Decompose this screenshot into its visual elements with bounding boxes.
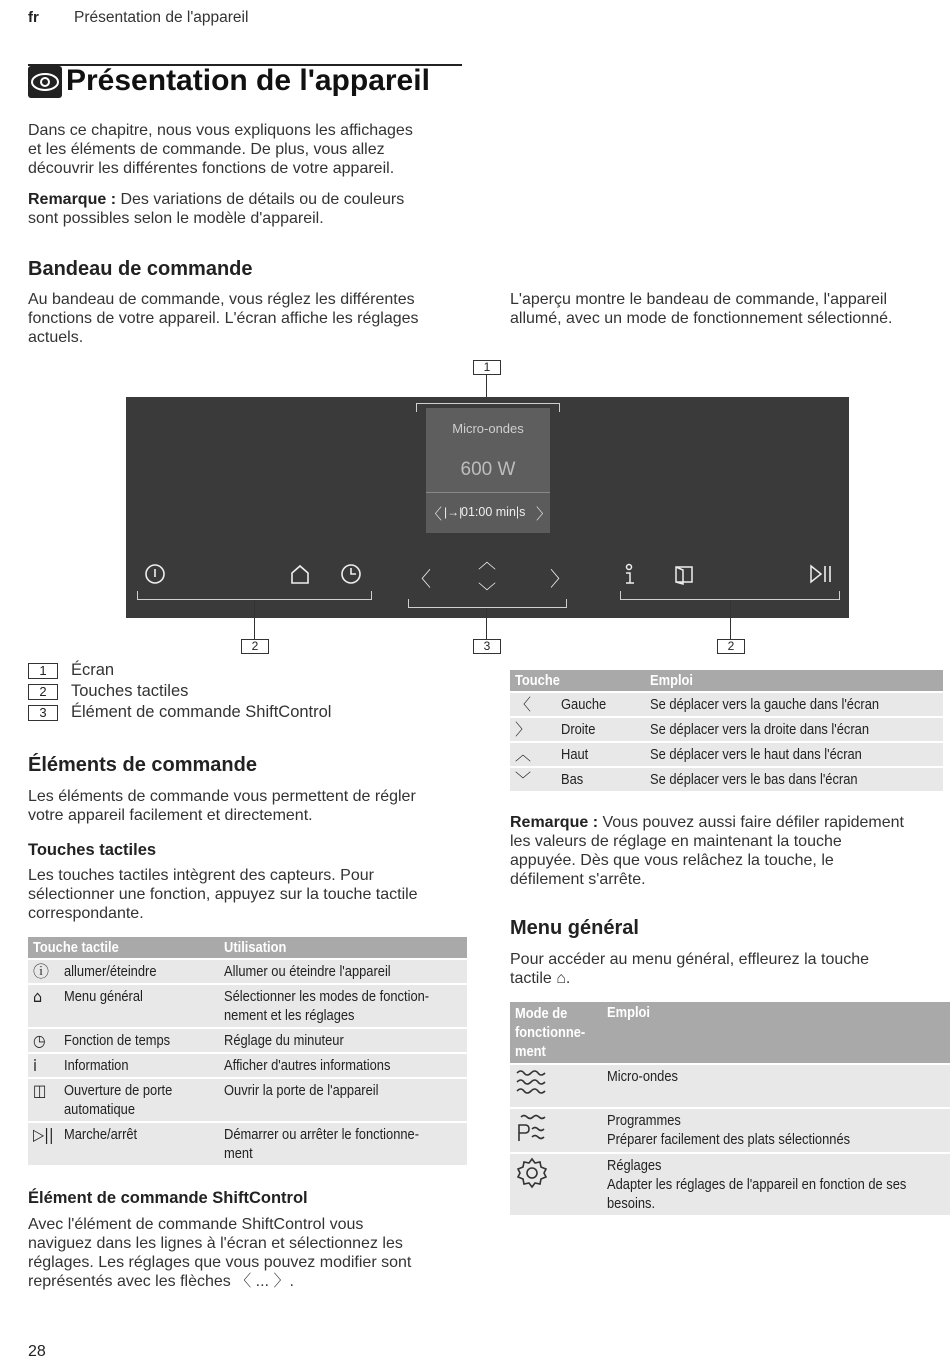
table-row: 〈 Gauche Se déplacer vers la gauche dans l'écran bbox=[510, 692, 943, 717]
table-row: 〉 Droite Se déplacer vers la droite dans l'écran bbox=[510, 717, 943, 742]
table-header: Mode de fonctionne- ment bbox=[510, 1002, 602, 1064]
shiftcontrol-table bbox=[510, 670, 943, 791]
callout-1: 1 bbox=[473, 360, 501, 375]
info-icon[interactable] bbox=[622, 563, 636, 593]
table-row: ▷|| Marche/arrêt Démarrer ou arrêter le fonctionne- ment bbox=[28, 1122, 467, 1165]
table-row: ︿ Haut Se déplacer vers le haut dans l'écran bbox=[510, 742, 943, 767]
callout-3: 3 bbox=[473, 639, 501, 654]
down-arrow-icon[interactable]: ﹀ bbox=[478, 582, 496, 603]
info-icon: i bbox=[28, 1053, 59, 1078]
callout-2-right: 2 bbox=[717, 639, 745, 654]
power-icon: ⓘ bbox=[28, 959, 59, 984]
page-title: Présentation de l'appareil bbox=[66, 64, 430, 97]
callout-line bbox=[730, 600, 731, 639]
legend-label: Touches tactiles bbox=[71, 682, 189, 700]
language-code: fr bbox=[28, 9, 39, 26]
section-heading-elements: Éléments de commande bbox=[28, 754, 257, 776]
running-header-title: Présentation de l'appareil bbox=[74, 9, 249, 26]
display-right-arrow-icon: 〉 bbox=[536, 505, 552, 523]
table-header: Touche bbox=[510, 670, 645, 692]
table-row: ﹀ Bas Se déplacer vers le bas dans l'écran bbox=[510, 767, 943, 791]
display-mode: Micro-ondes bbox=[452, 421, 524, 436]
duration-icon: |→| bbox=[444, 505, 463, 519]
clock-icon[interactable] bbox=[340, 563, 362, 591]
up-arrow-icon: ︿ bbox=[510, 742, 556, 767]
left-arrow-icon[interactable]: 〈 bbox=[411, 567, 431, 591]
shiftcontrol-text: Avec l'élément de commande ShiftControl vous naviguez dans les lignes à l'écran et sélectionnez les réglages. Les réglages que vous pouvez modifier sont représentés avec les flèches 〈 ... 〉. bbox=[28, 1216, 412, 1290]
table-row: ◷ Fonction de temps Réglage du minuteur bbox=[28, 1028, 467, 1053]
table-row: i Information Afficher d'autres informations bbox=[28, 1053, 467, 1078]
gear-icon bbox=[510, 1153, 602, 1215]
legend-number: 2 bbox=[28, 684, 58, 700]
right-arrow-icon[interactable]: 〉 bbox=[550, 567, 570, 591]
section-heading-menu: Menu général bbox=[510, 917, 639, 939]
programs-icon bbox=[510, 1108, 602, 1153]
up-arrow-icon[interactable]: ︿ bbox=[478, 552, 496, 573]
bandeau-right-text: L'aperçu montre le bandeau de commande, l'appareil allumé, avec un mode de fonctionnement sélectionné. bbox=[510, 291, 893, 327]
table-row: ◫ Ouverture de porte automatique Ouvrir la porte de l'appareil bbox=[28, 1078, 467, 1122]
table-header: Emploi bbox=[602, 1002, 950, 1064]
legend-number: 1 bbox=[28, 663, 58, 679]
touch-bracket-left bbox=[137, 591, 372, 600]
legend-label: Élément de commande ShiftControl bbox=[71, 703, 332, 721]
table-row: Micro-ondes bbox=[510, 1064, 950, 1108]
start-stop-icon[interactable] bbox=[809, 563, 833, 591]
clock-icon: ◷ bbox=[28, 1028, 59, 1053]
intro-note: Remarque : Des variations de détails ou de couleurs sont possibles selon le modèle d'appareil. bbox=[28, 191, 405, 227]
display-time: 01:00 min|s bbox=[461, 505, 526, 519]
touches-text: Les touches tactiles intègrent des capteurs. Pour sélectionner une fonction, appuyez sur la touche tactile correspondante. bbox=[28, 867, 418, 922]
table-header: Emploi bbox=[645, 670, 943, 692]
table-header: Touche tactile bbox=[28, 937, 219, 959]
home-icon[interactable] bbox=[289, 563, 311, 591]
subheading-touches: Touches tactiles bbox=[28, 841, 157, 859]
display-separator bbox=[426, 492, 550, 493]
elements-text: Les éléments de commande vous permettent de régler votre appareil facilement et directement. bbox=[28, 788, 416, 824]
callout-line bbox=[486, 608, 487, 639]
home-icon: ⌂ bbox=[28, 984, 59, 1028]
microwave-icon bbox=[510, 1064, 602, 1108]
down-arrow-icon: ﹀ bbox=[510, 767, 556, 791]
shift-bracket bbox=[408, 599, 567, 608]
page-number: 28 bbox=[28, 1343, 46, 1360]
legend-label: Écran bbox=[71, 661, 115, 679]
section-heading-bandeau: Bandeau de commande bbox=[28, 258, 253, 280]
touch-bracket-right bbox=[620, 591, 840, 600]
callout-2-left: 2 bbox=[241, 639, 269, 654]
display-power: 600 W bbox=[460, 459, 516, 480]
table-header: Utilisation bbox=[219, 937, 467, 959]
legend-number: 3 bbox=[28, 705, 58, 721]
table-row: Programmes Préparer facilement des plats sélectionnés bbox=[510, 1108, 950, 1153]
left-arrow-icon: 〈 bbox=[510, 692, 556, 717]
right-arrow-icon: 〉 bbox=[510, 717, 556, 742]
intro-paragraph: Dans ce chapitre, nous vous expliquons les affichages et les éléments de commande. De plus, vous allez découvrir les différentes fonctions de votre appareil. bbox=[28, 122, 413, 177]
remark-fast-scroll: Remarque : Vous pouvez aussi faire défiler rapidement les valeurs de réglage en maintenant la touche appuyée. Dès que vous relâchez la touche, le défilement s'arrête. bbox=[510, 814, 904, 888]
callout-line bbox=[254, 600, 255, 639]
start-stop-icon: ▷|| bbox=[28, 1122, 59, 1165]
display-left-arrow-icon: 〈 bbox=[427, 505, 443, 523]
menu-text: Pour accéder au menu général, effleurez la touche tactile ⌂. bbox=[510, 951, 870, 987]
door-open-icon: ◫ bbox=[28, 1078, 59, 1122]
subheading-shiftcontrol: Élément de commande ShiftControl bbox=[28, 1189, 308, 1207]
table-row: Réglages Adapter les réglages de l'appareil en fonction de ses besoins. bbox=[510, 1153, 950, 1215]
eye-icon bbox=[28, 66, 62, 98]
power-icon[interactable] bbox=[144, 563, 166, 591]
main-menu-table bbox=[510, 1002, 950, 1215]
table-row: ⌂ Menu général Sélectionner les modes de fonction- nement et les réglages bbox=[28, 984, 467, 1028]
door-open-icon[interactable] bbox=[673, 563, 695, 591]
table-row: ⓘ allumer/éteindre Allumer ou éteindre l'appareil bbox=[28, 959, 467, 984]
bandeau-left-text: Au bandeau de commande, vous réglez les différentes fonctions de votre appareil. L'écran affiche les réglages actuels. bbox=[28, 291, 419, 346]
touch-keys-table bbox=[28, 937, 467, 1165]
